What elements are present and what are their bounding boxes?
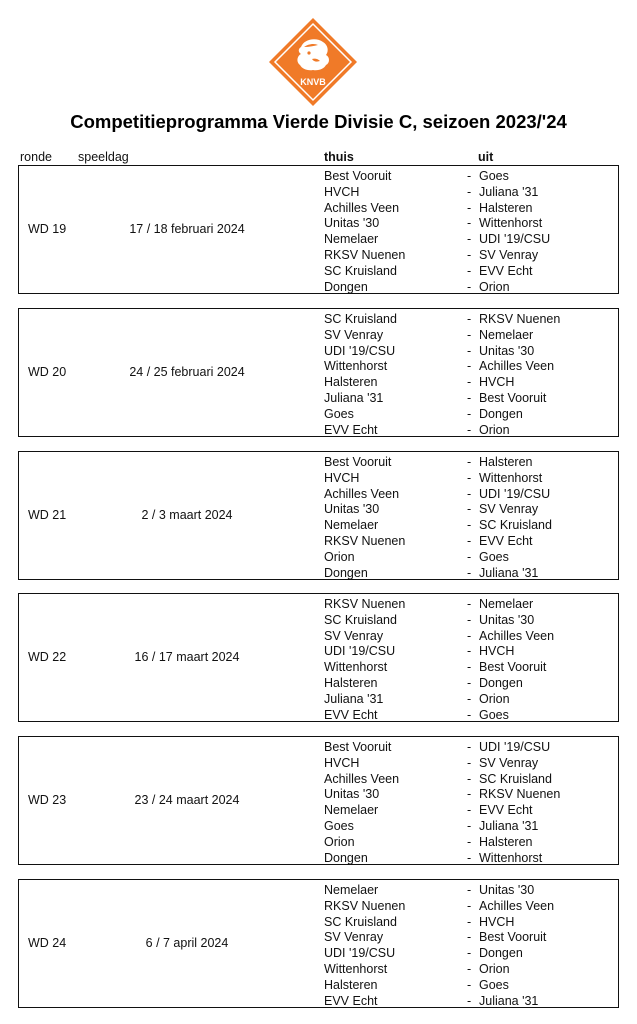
away-team: Nemelaer (479, 597, 534, 611)
round-block (18, 736, 619, 865)
round-label: WD 23 (28, 793, 67, 807)
round-block (18, 451, 619, 580)
match-row (19, 691, 617, 707)
home-team: Best Vooruit (324, 455, 392, 469)
match-separator: - (467, 883, 472, 897)
match-separator: - (467, 803, 472, 818)
home-team: Goes (324, 406, 354, 421)
match-row (19, 675, 617, 691)
round-label: WD 21 (28, 508, 67, 522)
match-row (19, 628, 617, 644)
home-team: RKSV Nuenen (324, 248, 406, 262)
away-team: Nemelaer (479, 327, 534, 342)
match-row (19, 263, 617, 279)
away-team: SC Kruisland (479, 518, 552, 533)
home-team: SV Venray (324, 628, 384, 643)
match-separator: - (467, 660, 472, 675)
match-separator: - (467, 787, 472, 802)
match-separator: - (467, 169, 472, 183)
match-separator: - (467, 232, 472, 247)
match-row (19, 993, 617, 1009)
match-row (19, 501, 617, 517)
match-row (19, 914, 617, 930)
match-row (19, 454, 617, 470)
home-team: EVV Echt (324, 707, 378, 722)
away-team: Halsteren (479, 200, 533, 215)
match-separator: - (467, 391, 472, 405)
away-team: SV Venray (479, 755, 539, 770)
round-label: WD 20 (28, 365, 67, 379)
match-row (19, 802, 617, 818)
away-team: EVV Echt (479, 534, 533, 548)
match-separator: - (467, 534, 472, 548)
home-team: EVV Echt (324, 422, 378, 437)
match-separator: - (467, 470, 472, 485)
match-day-date: 2 / 3 maart 2024 (141, 508, 233, 522)
away-team: Goes (479, 977, 509, 992)
away-team: SV Venray (479, 248, 539, 262)
home-team: Wittenhorst (324, 359, 388, 374)
home-team: Achilles Veen (324, 486, 400, 501)
match-separator: - (467, 216, 472, 231)
away-team: HVCH (479, 914, 515, 929)
round-block (18, 593, 619, 722)
match-row (19, 231, 617, 247)
away-team: Juliana '31 (479, 184, 539, 199)
away-team: EVV Echt (479, 263, 533, 278)
match-row (19, 422, 617, 438)
match-separator: - (467, 930, 472, 945)
away-team: UDI '19/CSU (479, 232, 551, 247)
away-team: Unitas '30 (479, 612, 535, 627)
match-separator: - (467, 279, 472, 294)
header-away: uit (478, 150, 494, 164)
away-team: Juliana '31 (479, 819, 539, 833)
match-separator: - (467, 691, 472, 706)
away-team: SV Venray (479, 502, 539, 517)
home-team: SV Venray (324, 930, 384, 945)
match-row (19, 247, 617, 263)
match-row (19, 945, 617, 961)
header-day: speeldag (78, 150, 129, 164)
match-row (19, 358, 617, 374)
match-separator: - (467, 263, 472, 278)
home-team: Unitas '30 (324, 216, 380, 231)
match-row (19, 898, 617, 914)
home-team: Unitas '30 (324, 787, 380, 802)
match-separator: - (467, 312, 472, 326)
away-team: Best Vooruit (479, 660, 547, 675)
match-row (19, 390, 617, 406)
match-separator: - (467, 248, 472, 262)
knvb-lion-logo-icon (268, 17, 358, 107)
match-row (19, 279, 617, 295)
home-team: Dongen (324, 279, 368, 294)
away-team: EVV Echt (479, 803, 533, 818)
match-row (19, 517, 617, 533)
home-team: EVV Echt (324, 993, 378, 1008)
home-team: RKSV Nuenen (324, 597, 406, 611)
match-separator: - (467, 455, 472, 469)
page-title: Competitieprogramma Vierde Divisie C, seizoen 2023/'24 (70, 111, 567, 132)
match-row (19, 882, 617, 898)
round-label: WD 19 (28, 222, 67, 236)
away-team: Dongen (479, 676, 523, 690)
match-row (19, 184, 617, 200)
match-row (19, 850, 617, 866)
home-team: SC Kruisland (324, 612, 397, 627)
match-separator: - (467, 819, 472, 833)
home-team: SC Kruisland (324, 312, 397, 326)
away-team: Unitas '30 (479, 343, 535, 358)
home-team: Halsteren (324, 977, 378, 992)
round-label: WD 22 (28, 650, 67, 664)
away-team: Goes (479, 549, 509, 564)
round-block (18, 165, 619, 294)
match-separator: - (467, 644, 472, 659)
away-team: Best Vooruit (479, 930, 547, 945)
match-row (19, 486, 617, 502)
match-separator: - (467, 676, 472, 690)
match-row (19, 659, 617, 675)
match-row (19, 929, 617, 945)
home-team: RKSV Nuenen (324, 898, 406, 913)
match-separator: - (467, 771, 472, 786)
home-team: UDI '19/CSU (324, 946, 396, 961)
away-team: RKSV Nuenen (479, 787, 561, 802)
match-row (19, 215, 617, 231)
away-team: Achilles Veen (479, 628, 555, 643)
away-team: Halsteren (479, 455, 533, 469)
match-separator: - (467, 993, 472, 1008)
home-team: Juliana '31 (324, 691, 384, 706)
away-team: HVCH (479, 375, 515, 390)
logo-text: KNVB (300, 77, 326, 87)
match-row (19, 311, 617, 327)
away-team: Dongen (479, 946, 523, 961)
match-day-date: 17 / 18 februari 2024 (129, 222, 245, 236)
match-separator: - (467, 486, 472, 501)
away-team: SC Kruisland (479, 771, 552, 786)
match-separator: - (467, 977, 472, 992)
match-separator: - (467, 184, 472, 199)
home-team: Unitas '30 (324, 502, 380, 517)
match-row (19, 200, 617, 216)
match-separator: - (467, 914, 472, 929)
match-separator: - (467, 343, 472, 358)
match-row (19, 549, 617, 565)
match-separator: - (467, 628, 472, 643)
home-team: Best Vooruit (324, 740, 392, 754)
home-team: UDI '19/CSU (324, 343, 396, 358)
round-label: WD 24 (28, 936, 67, 950)
home-team: Goes (324, 819, 354, 833)
away-team: Goes (479, 169, 509, 183)
home-team: Dongen (324, 850, 368, 865)
match-row (19, 168, 617, 184)
match-separator: - (467, 946, 472, 961)
away-team: Wittenhorst (479, 216, 543, 231)
home-team: Halsteren (324, 676, 378, 690)
match-separator: - (467, 502, 472, 517)
match-separator: - (467, 549, 472, 564)
match-separator: - (467, 707, 472, 722)
match-separator: - (467, 422, 472, 437)
match-separator: - (467, 850, 472, 865)
match-separator: - (467, 898, 472, 913)
match-day-date: 24 / 25 februari 2024 (129, 365, 245, 379)
away-team: Juliana '31 (479, 565, 539, 580)
match-day-date: 16 / 17 maart 2024 (134, 650, 240, 664)
home-team: SC Kruisland (324, 263, 397, 278)
header-home: thuis (324, 150, 354, 164)
away-team: Halsteren (479, 834, 533, 849)
away-team: Wittenhorst (479, 850, 543, 865)
home-team: Nemelaer (324, 883, 379, 897)
away-team: Best Vooruit (479, 391, 547, 405)
away-team: Orion (479, 691, 510, 706)
home-team: Wittenhorst (324, 660, 388, 675)
header-round: ronde (20, 150, 52, 164)
away-team: Dongen (479, 406, 523, 421)
match-separator: - (467, 612, 472, 627)
match-row (19, 612, 617, 628)
match-row (19, 818, 617, 834)
home-team: Juliana '31 (324, 391, 384, 405)
home-team: HVCH (324, 755, 360, 770)
home-team: Nemelaer (324, 518, 379, 533)
match-row (19, 755, 617, 771)
away-team: RKSV Nuenen (479, 312, 561, 326)
match-separator: - (467, 740, 472, 754)
home-team: Halsteren (324, 375, 378, 390)
home-team: RKSV Nuenen (324, 534, 406, 548)
away-team: Unitas '30 (479, 883, 535, 897)
match-separator: - (467, 200, 472, 215)
home-team: HVCH (324, 184, 360, 199)
away-team: UDI '19/CSU (479, 740, 551, 754)
away-team: Achilles Veen (479, 359, 555, 374)
home-team: SV Venray (324, 327, 384, 342)
match-row (19, 977, 617, 993)
match-row (19, 596, 617, 612)
match-row (19, 707, 617, 723)
home-team: SC Kruisland (324, 914, 397, 929)
match-row (19, 533, 617, 549)
match-row (19, 343, 617, 359)
match-row (19, 771, 617, 787)
away-team: Achilles Veen (479, 898, 555, 913)
home-team: Achilles Veen (324, 771, 400, 786)
match-row (19, 786, 617, 802)
home-team: Nemelaer (324, 803, 379, 818)
home-team: Orion (324, 834, 355, 849)
round-block (18, 879, 619, 1008)
home-team: Achilles Veen (324, 200, 400, 215)
home-team: Wittenhorst (324, 962, 388, 976)
away-team: Orion (479, 962, 510, 976)
round-block (18, 308, 619, 437)
match-row (19, 834, 617, 850)
home-team: UDI '19/CSU (324, 644, 396, 659)
home-team: Best Vooruit (324, 169, 392, 183)
match-separator: - (467, 518, 472, 533)
match-separator: - (467, 327, 472, 342)
match-separator: - (467, 565, 472, 580)
match-row (19, 374, 617, 390)
match-separator: - (467, 359, 472, 374)
away-team: Wittenhorst (479, 470, 543, 485)
match-day-date: 6 / 7 april 2024 (145, 936, 229, 950)
home-team: Dongen (324, 565, 368, 580)
match-row (19, 406, 617, 422)
match-separator: - (467, 406, 472, 421)
match-row (19, 327, 617, 343)
match-row (19, 643, 617, 659)
match-separator: - (467, 962, 472, 976)
away-team: UDI '19/CSU (479, 486, 551, 501)
away-team: HVCH (479, 644, 515, 659)
match-row (19, 565, 617, 581)
away-team: Orion (479, 422, 510, 437)
match-separator: - (467, 597, 472, 611)
match-separator: - (467, 375, 472, 390)
match-row (19, 961, 617, 977)
match-separator: - (467, 834, 472, 849)
home-team: Nemelaer (324, 232, 379, 247)
away-team: Orion (479, 279, 510, 294)
match-day-date: 23 / 24 maart 2024 (134, 793, 240, 807)
home-team: Orion (324, 549, 355, 564)
match-separator: - (467, 755, 472, 770)
away-team: Juliana '31 (479, 993, 539, 1008)
match-row (19, 470, 617, 486)
away-team: Goes (479, 707, 509, 722)
home-team: HVCH (324, 470, 360, 485)
match-row (19, 739, 617, 755)
